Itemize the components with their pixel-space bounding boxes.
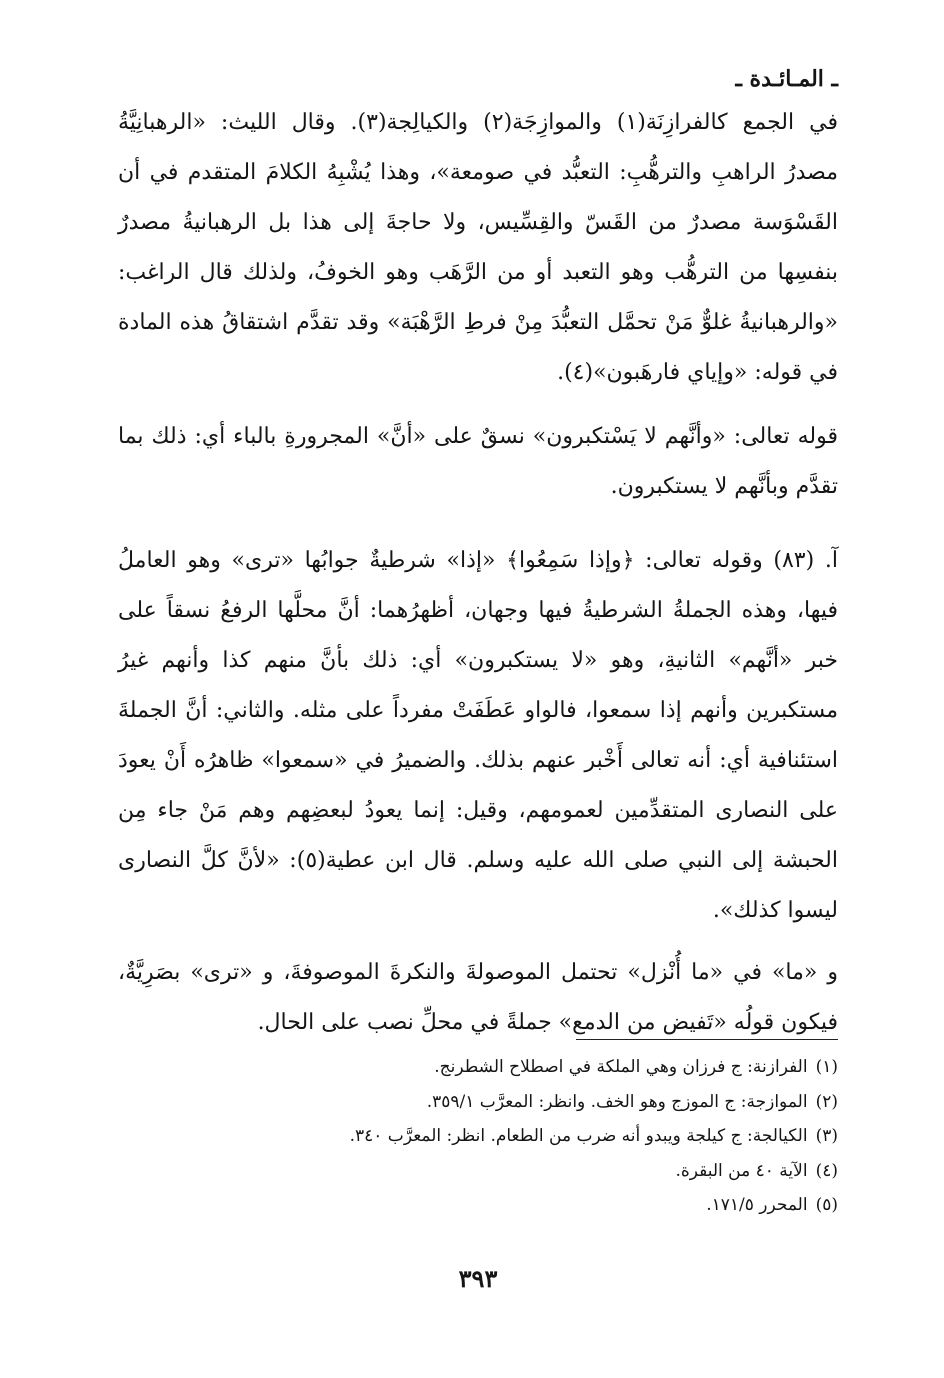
footnote-text: الكيالجة: ج كيلجة ويبدو أنه ضرب من الطعام. انظر: المعرَّب ٣٤٠. [349, 1126, 808, 1146]
footnote-number: (٣) [815, 1126, 838, 1146]
paragraph-la-yastakbirun: قوله تعالى: «وأنَّهم لا يَسْتكبرون» نسقٌ على «أنَّ» المجرورةِ بالباء أي: ذلك بما تقدَّم وبأنَّهم لا يستكبرون. [118, 424, 838, 499]
footnote-text: الفرازنة: ج فرزان وهي الملكة في اصطلاح الشطرنج. [434, 1057, 808, 1077]
footnote-item [118, 1119, 838, 1154]
footnote-item [118, 1085, 838, 1120]
footnote-separator [576, 1039, 838, 1040]
footnote-number: (٢) [815, 1091, 838, 1112]
footnote-number: (٥) [815, 1195, 838, 1215]
footnote-number: (٤) [815, 1160, 838, 1181]
paragraph-verse-83: آ. (٨٣) وقوله تعالى: ﴿وإذا سَمِعُوا﴾ «إذا» شرطيةٌ جوابُها «ترى» وهو العاملُ فيها، وهذه الجملةُ الشرطيةُ فيها وجهان، أظهرُهما: أنَّ محلَّها الرفعُ نسقاً على خبر «أنَّهم» الثانيةِ، وهو «لا يستكبرون» أي: ذلك بأنَّ منهم كذا وأنهم غيرُ مستكبرين وأنهم إذا سمعوا، فالواو عَطَفَتْ مفرداً على مثله. والثاني: أنَّ الجملةَ استئنافية أي: أنه تعالى أَخْبر عنهم بذلك. والضميرُ في «سمعوا» ظاهرُه أَنْ يعودَ على النصارى المتقدِّمين لعمومهم، وقيل: إنما يعودُ لبعضِهم وهم مَنْ جاء مِن الحبشة إلى النبي صلى الله عليه وسلم. قال ابن عطية(٥): «لأنَّ كلَّ النصارى ليسوا كذلك». [118, 548, 838, 923]
footnote-text: الموازجة: ج الموزج وهو الخف. وانظر: المعرَّب ٣٥٩/١. [426, 1091, 808, 1112]
footnote-text: الآية ٤٠ من البقرة. [675, 1160, 808, 1181]
paragraph-ma-unzila: و «ما» في «ما أُنْزل» تحتمل الموصولةَ والنكرةَ الموصوفةَ، و «ترى» بصَرِيَّةٌ، فيكون قولُه «تَفيض من الدمع» جملةً في محلِّ نصب على الحال. [118, 960, 838, 1035]
paragraph-rahbaniyya: في الجمع كالفرازِنَة(١) والموازِجَة(٢) والكيالِجة(٣). وقال الليث: «الرهبانِيَّةُ مصدرُ الراهبِ والترهُّبِ: التعبُّد في صومعة»، وهذا يُشْبِهُ الكلامَ المتقدم في أن القَسْوَسة مصدرٌ من القَسّ والقِسِّيس، ولا حاجةَ إلى هذا بل الرهبانيةُ مصدرٌ بنفسِها من الترهُّب وهو التعبد أو من الرَّهَب وهو الخوفُ، ولذلك قال الراغب: «والرهبانيةُ غلوٌّ مَنْ تحمَّل التعبُّدَ مِنْ فرطِ الرَّهْبَة» وقد تقدَّم اشتقاقُ هذه المادة في قوله: «وإياي فارهَبون»(٤). [118, 110, 838, 385]
footnote-item [118, 1188, 838, 1223]
footnote-text: المحرر ١٧١/٥. [706, 1195, 808, 1215]
footnote-item [118, 1050, 838, 1085]
footnote-item [118, 1154, 838, 1189]
footnotes-list [118, 1050, 838, 1223]
page-number: ٣٩٣ [458, 1264, 498, 1293]
footnote-number: (١) [815, 1057, 838, 1077]
running-head: ـ المـائـدة ـ [735, 66, 838, 92]
book-page [118, 64, 838, 1324]
